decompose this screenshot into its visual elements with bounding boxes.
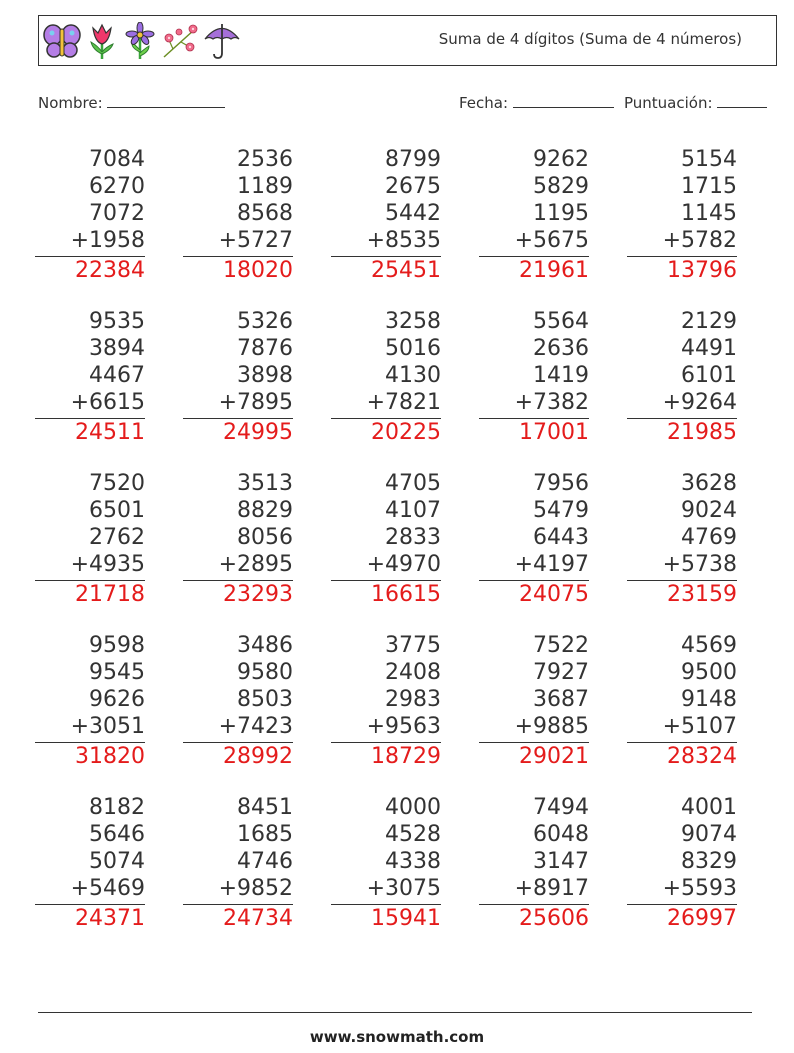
addition-problem (183, 470, 293, 608)
addend: 7876 (237, 336, 293, 361)
answer: 29021 (519, 744, 589, 769)
addend: 2129 (681, 309, 737, 334)
addend: 7520 (89, 471, 145, 496)
addend: 3513 (237, 471, 293, 496)
addend: 3486 (237, 633, 293, 658)
addition-problem (479, 470, 589, 608)
addition-problem (479, 794, 589, 932)
addend: 8182 (89, 795, 145, 820)
score-blank (717, 93, 767, 108)
addition-problem (331, 308, 441, 446)
addend: 1419 (533, 363, 589, 388)
addend: 7494 (533, 795, 589, 820)
addend: 2675 (385, 174, 441, 199)
addend: 4000 (385, 795, 441, 820)
addition-problem (35, 632, 145, 770)
addend: 2536 (237, 147, 293, 172)
addend: 3898 (237, 363, 293, 388)
addend: 5479 (533, 498, 589, 523)
addend: 4746 (237, 849, 293, 874)
addend-with-plus: +5107 (662, 714, 737, 739)
answer: 24995 (223, 420, 293, 445)
addend-with-plus: +7423 (218, 714, 293, 739)
addend-with-plus: +8535 (366, 228, 441, 253)
answer: 16615 (371, 582, 441, 607)
answer: 28324 (667, 744, 737, 769)
addend-with-plus: +7821 (366, 390, 441, 415)
addend: 9262 (533, 147, 589, 172)
addend: 5326 (237, 309, 293, 334)
addend-with-plus: +5593 (662, 876, 737, 901)
addition-problem (35, 794, 145, 932)
addend-with-plus: +5675 (514, 228, 589, 253)
addend: 4107 (385, 498, 441, 523)
addend-with-plus: +2895 (218, 552, 293, 577)
addend: 9580 (237, 660, 293, 685)
addend-with-plus: +8917 (514, 876, 589, 901)
addend-with-plus: +4935 (70, 552, 145, 577)
addition-problem (479, 632, 589, 770)
addend: 9535 (89, 309, 145, 334)
answer: 21961 (519, 258, 589, 283)
addition-problem (331, 632, 441, 770)
answer: 17001 (519, 420, 589, 445)
answer: 23159 (667, 582, 737, 607)
addend: 1685 (237, 822, 293, 847)
addition-problem (35, 146, 145, 284)
answer: 24075 (519, 582, 589, 607)
addend: 2833 (385, 525, 441, 550)
answer: 23293 (223, 582, 293, 607)
addend: 3775 (385, 633, 441, 658)
answer: 25606 (519, 906, 589, 931)
addend: 7956 (533, 471, 589, 496)
addend: 9626 (89, 687, 145, 712)
addition-problem (479, 146, 589, 284)
addend: 6270 (89, 174, 145, 199)
addend-with-plus: +7895 (218, 390, 293, 415)
addend-with-plus: +7382 (514, 390, 589, 415)
addend-with-plus: +5738 (662, 552, 737, 577)
addend: 6101 (681, 363, 737, 388)
answer: 31820 (75, 744, 145, 769)
addend: 5074 (89, 849, 145, 874)
date-field (459, 93, 614, 112)
addend: 5564 (533, 309, 589, 334)
addend-with-plus: +6615 (70, 390, 145, 415)
addition-problem (331, 794, 441, 932)
addend: 1715 (681, 174, 737, 199)
addend-with-plus: +4197 (514, 552, 589, 577)
addition-problem (479, 308, 589, 446)
umbrella-icon (203, 22, 241, 60)
butterfly-icon (43, 23, 81, 59)
addend: 9024 (681, 498, 737, 523)
addend: 3258 (385, 309, 441, 334)
addend: 8451 (237, 795, 293, 820)
answer: 21985 (667, 420, 737, 445)
footer-divider (38, 1012, 752, 1013)
answer: 18729 (371, 744, 441, 769)
addend: 4769 (681, 525, 737, 550)
addend: 1145 (681, 201, 737, 226)
addend: 6443 (533, 525, 589, 550)
addend-with-plus: +1958 (70, 228, 145, 253)
answer: 13796 (667, 258, 737, 283)
addend: 8503 (237, 687, 293, 712)
addend: 9598 (89, 633, 145, 658)
name-label: Nombre: (38, 94, 103, 112)
addition-problem (183, 632, 293, 770)
answer: 28992 (223, 744, 293, 769)
addend: 4491 (681, 336, 737, 361)
addend: 4130 (385, 363, 441, 388)
addend-with-plus: +3051 (70, 714, 145, 739)
addend: 2636 (533, 336, 589, 361)
addend-with-plus: +5469 (70, 876, 145, 901)
addition-problem (183, 146, 293, 284)
answer: 24371 (75, 906, 145, 931)
addend: 8056 (237, 525, 293, 550)
addend: 6501 (89, 498, 145, 523)
addend: 5442 (385, 201, 441, 226)
answer: 26997 (667, 906, 737, 931)
addend: 7522 (533, 633, 589, 658)
icon-strip (43, 20, 241, 62)
addition-problem (627, 632, 737, 770)
addend: 5154 (681, 147, 737, 172)
name-field (38, 93, 225, 112)
tulip-icon (85, 22, 119, 60)
answer: 20225 (371, 420, 441, 445)
addend: 8829 (237, 498, 293, 523)
addend: 8799 (385, 147, 441, 172)
flower-branch-icon (161, 22, 199, 60)
answer: 25451 (371, 258, 441, 283)
addend: 1189 (237, 174, 293, 199)
addend: 8329 (681, 849, 737, 874)
addend: 4001 (681, 795, 737, 820)
addend: 3687 (533, 687, 589, 712)
header-box (38, 15, 777, 66)
addend: 4569 (681, 633, 737, 658)
addend: 4338 (385, 849, 441, 874)
addend-with-plus: +9852 (218, 876, 293, 901)
score-field (624, 93, 767, 112)
addend: 9500 (681, 660, 737, 685)
addend: 9148 (681, 687, 737, 712)
addition-problem (627, 794, 737, 932)
addition-problem (627, 308, 737, 446)
addend: 3628 (681, 471, 737, 496)
footer-site: www.snowmath.com (309, 1028, 485, 1046)
addend-with-plus: +3075 (366, 876, 441, 901)
addition-problem (35, 308, 145, 446)
answer: 15941 (371, 906, 441, 931)
addition-problem (331, 470, 441, 608)
addend: 9545 (89, 660, 145, 685)
addend: 7072 (89, 201, 145, 226)
purple-flower-icon (123, 22, 157, 60)
addition-problem (183, 308, 293, 446)
addend-with-plus: +5727 (218, 228, 293, 253)
name-blank (107, 93, 225, 108)
answer: 24734 (223, 906, 293, 931)
addend: 3894 (89, 336, 145, 361)
addition-problem (627, 146, 737, 284)
addend: 7084 (89, 147, 145, 172)
date-label: Fecha: (459, 94, 509, 112)
score-label: Puntuación: (624, 94, 713, 112)
answer: 18020 (223, 258, 293, 283)
addend: 1195 (533, 201, 589, 226)
addend: 3147 (533, 849, 589, 874)
addend: 4467 (89, 363, 145, 388)
addend: 5016 (385, 336, 441, 361)
addition-problem (627, 470, 737, 608)
addend: 4705 (385, 471, 441, 496)
addend: 4528 (385, 822, 441, 847)
answer: 22384 (75, 258, 145, 283)
addend: 9074 (681, 822, 737, 847)
addend: 5829 (533, 174, 589, 199)
addend-with-plus: +5782 (662, 228, 737, 253)
addend: 8568 (237, 201, 293, 226)
addend-with-plus: +9264 (662, 390, 737, 415)
addend: 5646 (89, 822, 145, 847)
date-blank (513, 93, 614, 108)
addend-with-plus: +9563 (366, 714, 441, 739)
addend: 2983 (385, 687, 441, 712)
addend-with-plus: +9885 (514, 714, 589, 739)
addend: 2762 (89, 525, 145, 550)
answer: 21718 (75, 582, 145, 607)
addend: 2408 (385, 660, 441, 685)
addition-problem (35, 470, 145, 608)
addition-problem (183, 794, 293, 932)
addend-with-plus: +4970 (366, 552, 441, 577)
addend: 7927 (533, 660, 589, 685)
addition-problem (331, 146, 441, 284)
addend: 6048 (533, 822, 589, 847)
answer: 24511 (75, 420, 145, 445)
worksheet-title: Suma de 4 dígitos (Suma de 4 números) (438, 30, 742, 48)
